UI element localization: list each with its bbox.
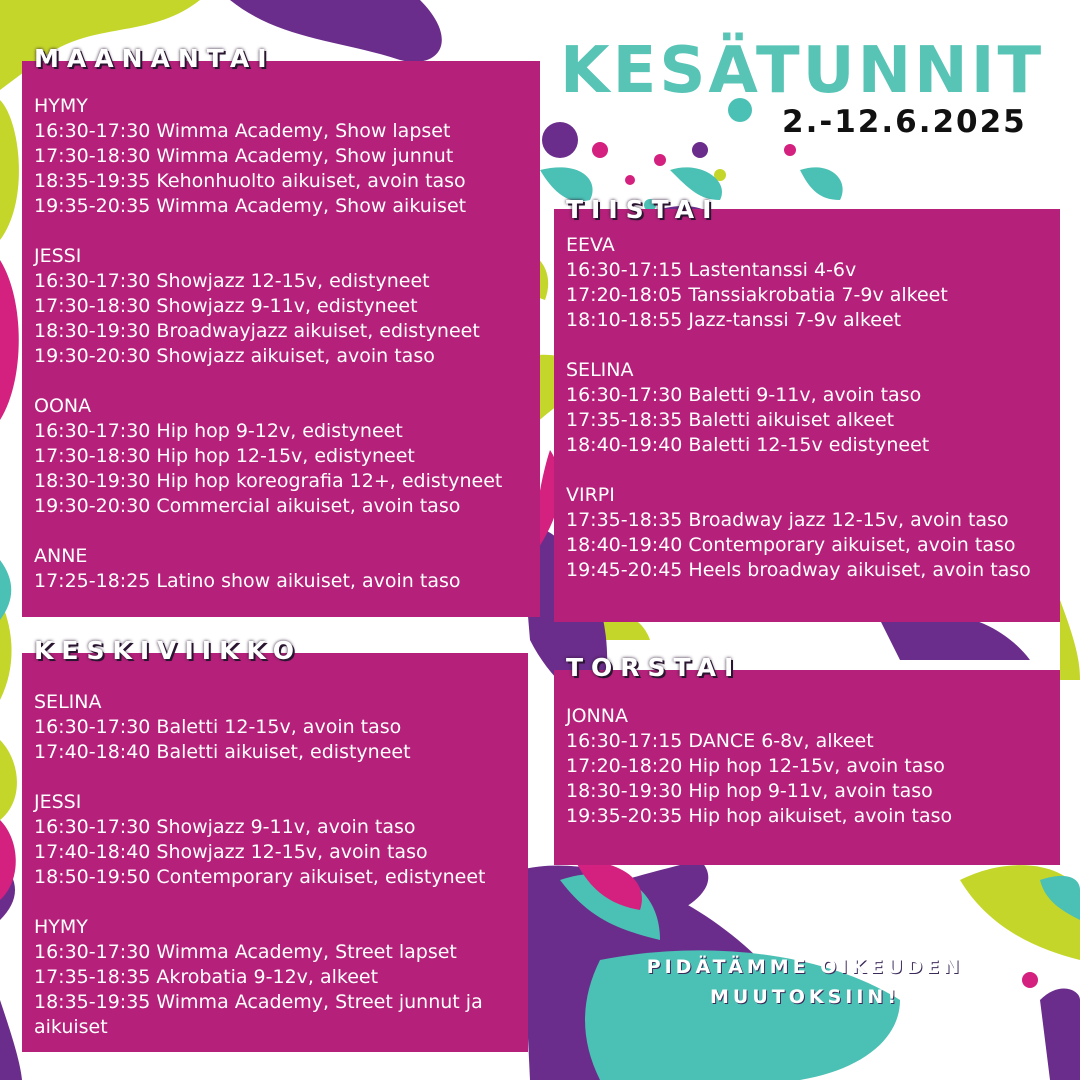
class-entry: 17:30-18:30 Wimma Academy, Show junnut (34, 145, 454, 167)
teacher-name: HYMY (34, 95, 88, 117)
class-entry: 16:30-17:30 Wimma Academy, Show lapset (34, 120, 451, 142)
teacher-group (566, 358, 1050, 458)
class-entry: 18:40-19:40 Contemporary aikuiset, avoin taso (566, 534, 1016, 556)
class-entry: 18:30-19:30 Hip hop 9-11v, avoin taso (566, 780, 933, 802)
class-entry: 17:35-18:35 Broadway jazz 12-15v, avoin taso (566, 509, 1009, 531)
change-notice-line-1: PIDÄTÄMME OIKEUDEN (646, 956, 964, 978)
class-entry: 18:50-19:50 Contemporary aikuiset, edistyneet (34, 866, 486, 888)
change-notice-line-2: MUUTOKSIIN! (710, 986, 900, 1008)
class-entry: 17:25-18:25 Latino show aikuiset, avoin taso (34, 570, 461, 592)
day-panel-keskiviikko (22, 653, 528, 1052)
teacher-name: SELINA (34, 691, 102, 713)
teacher-group (34, 394, 530, 519)
class-entry: 16:30-17:30 Baletti 12-15v, avoin taso (34, 716, 402, 738)
teacher-group (34, 244, 530, 369)
class-entry: 18:35-19:35 Kehonhuolto aikuiset, avoin taso (34, 170, 466, 192)
teacher-name: HYMY (34, 916, 88, 938)
day-title-torstai: TORSTAI (566, 653, 742, 682)
class-entry: 17:30-18:30 Hip hop 12-15v, edistyneet (34, 445, 415, 467)
day-panel-torstai (554, 670, 1060, 865)
class-entry: 16:30-17:30 Showjazz 9-11v, avoin taso (34, 816, 416, 838)
class-entry: 17:20-18:05 Tanssiakrobatia 7-9v alkeet (566, 284, 948, 306)
class-entry: 17:35-18:35 Baletti aikuiset alkeet (566, 409, 895, 431)
teacher-name: EEVA (566, 234, 615, 256)
class-entry: 18:35-19:35 Wimma Academy, Street junnut ja aikuiset (34, 991, 483, 1038)
class-entry: 16:30-17:15 Lastentanssi 4-6v (566, 259, 857, 281)
teacher-group (34, 915, 518, 1040)
day-title-keskiviikko: KESKIVIIKKO (34, 636, 302, 665)
teacher-name: JONNA (566, 705, 628, 727)
change-notice (600, 952, 1010, 1012)
page-title: KESÄTUNNIT (560, 34, 1045, 108)
teacher-group (34, 544, 530, 594)
teacher-name: JESSI (34, 245, 82, 267)
teacher-name: OONA (34, 395, 92, 417)
class-entry: 18:30-19:30 Hip hop koreografia 12+, edistyneet (34, 470, 503, 492)
date-range: 2.-12.6.2025 (782, 104, 1027, 140)
class-entry: 17:30-18:30 Showjazz 9-11v, edistyneet (34, 295, 418, 317)
class-entry: 16:30-17:30 Showjazz 12-15v, edistyneet (34, 270, 430, 292)
teacher-group (566, 233, 1050, 333)
class-entry: 19:45-20:45 Heels broadway aikuiset, avoin taso (566, 559, 1031, 581)
day-panel-tiistai (554, 209, 1060, 622)
day-title-maanantai: MAANANTAI (34, 44, 275, 73)
class-entry: 16:30-17:15 DANCE 6-8v, alkeet (566, 730, 874, 752)
class-entry: 19:30-20:30 Showjazz aikuiset, avoin taso (34, 345, 435, 367)
class-entry: 19:30-20:30 Commercial aikuiset, avoin taso (34, 495, 461, 517)
teacher-name: VIRPI (566, 484, 615, 506)
class-entry: 18:10-18:55 Jazz-tanssi 7-9v alkeet (566, 309, 902, 331)
class-entry: 17:40-18:40 Baletti aikuiset, edistyneet (34, 741, 411, 763)
teacher-group (34, 690, 518, 765)
teacher-name: ANNE (34, 545, 88, 567)
teacher-name: JESSI (34, 791, 82, 813)
teacher-group (34, 94, 530, 219)
teacher-group (566, 704, 1050, 829)
class-entry: 17:20-18:20 Hip hop 12-15v, avoin taso (566, 755, 945, 777)
class-entry: 16:30-17:30 Hip hop 9-12v, edistyneet (34, 420, 403, 442)
class-entry: 19:35-20:35 Hip hop aikuiset, avoin taso (566, 805, 953, 827)
teacher-group (566, 483, 1050, 583)
class-entry: 17:40-18:40 Showjazz 12-15v, avoin taso (34, 841, 428, 863)
day-title-tiistai: TIISTAI (566, 195, 720, 224)
class-entry: 18:40-19:40 Baletti 12-15v edistyneet (566, 434, 930, 456)
class-entry: 17:35-18:35 Akrobatia 9-12v, alkeet (34, 966, 379, 988)
class-entry: 16:30-17:30 Baletti 9-11v, avoin taso (566, 384, 922, 406)
class-entry: 16:30-17:30 Wimma Academy, Street lapset (34, 941, 457, 963)
teacher-name: SELINA (566, 359, 634, 381)
class-entry: 18:30-19:30 Broadwayjazz aikuiset, edistyneet (34, 320, 480, 342)
teacher-group (34, 790, 518, 890)
day-panel-maanantai (22, 61, 540, 617)
class-entry: 19:35-20:35 Wimma Academy, Show aikuiset (34, 195, 467, 217)
